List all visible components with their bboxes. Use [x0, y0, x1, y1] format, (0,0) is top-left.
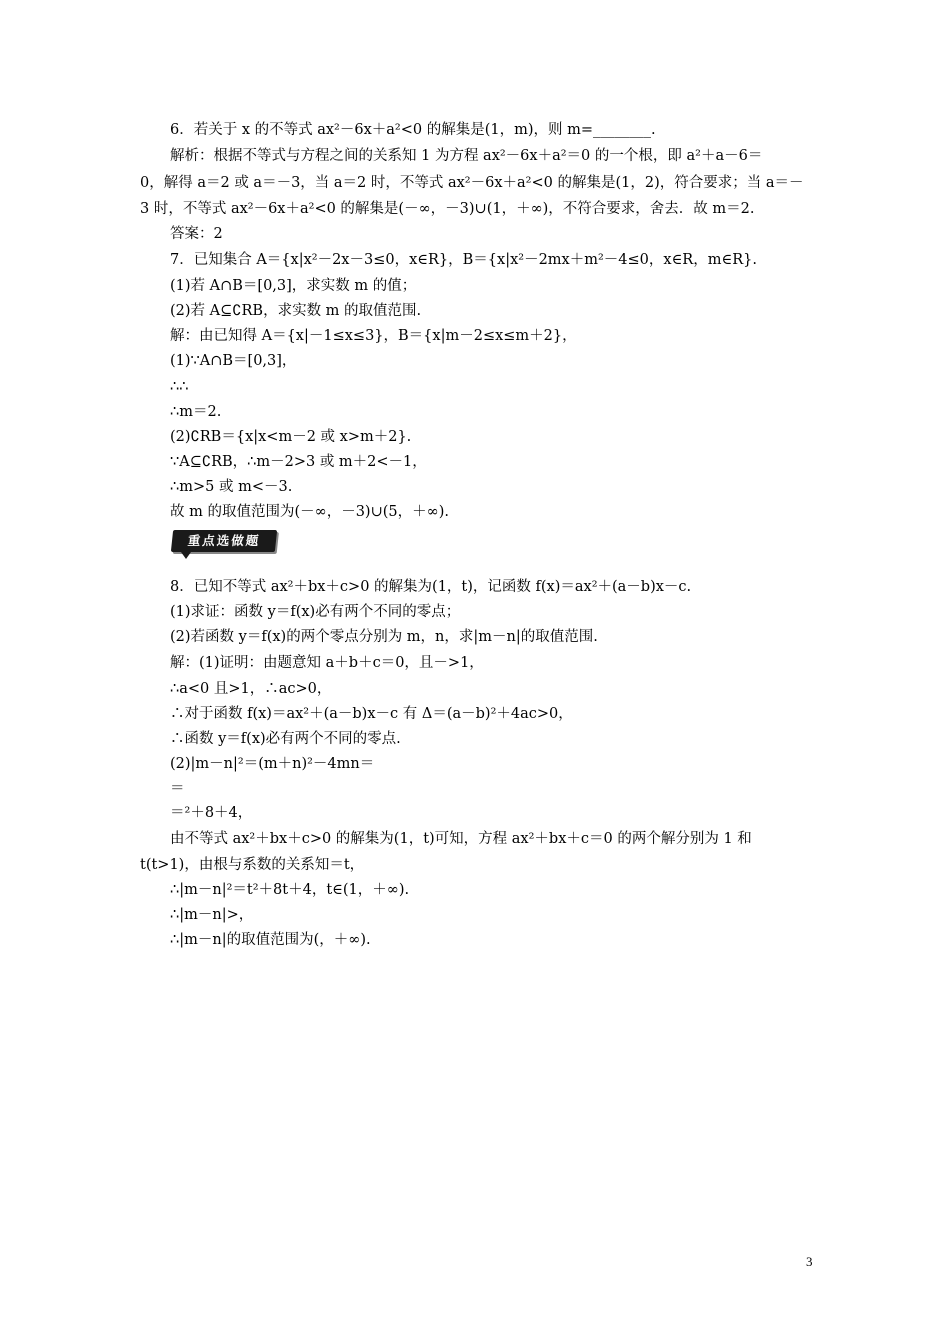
- problem-8-solution-line-1: 解：(1)证明：由题意知 a＋b＋c＝0，且－>1，: [170, 655, 484, 671]
- problem-8-solution-line-8: 由不等式 ax²＋bx＋c>0 的解集为(1，t)可知，方程 ax²＋bx＋c＝0 的两个解分别为 1 和: [170, 831, 752, 847]
- problem-8-solution-line-12: ∴|m－n|的取值范围为(，＋∞).: [170, 932, 371, 948]
- section-badge-tail: [181, 552, 191, 559]
- problem-6-analysis-line-2: 0，解得 a＝2 或 a＝－3，当 a＝2 时，不等式 ax²－6x＋a²<0 的解集是(1，2)，符合要求；当 a＝－: [140, 175, 804, 191]
- problem-6-answer: 答案：2: [170, 226, 223, 242]
- problem-6-statement: 6．若关于 x 的不等式 ax²－6x＋a²<0 的解集是(1，m)，则 m=________.: [170, 122, 656, 138]
- problem-8-solution-line-2: ∴a<0 且>1，∴ac>0，: [170, 681, 332, 697]
- problem-7-part-2: (2)若 A⊆∁RB，求实数 m 的取值范围.: [170, 303, 422, 319]
- problem-8-solution-line-9: t(t>1)，由根与系数的关系知＝t，: [140, 857, 365, 873]
- problem-6-analysis-line-1: 解析：根据不等式与方程之间的关系知 1 为方程 ax²－6x＋a²＝0 的一个根，即 a²＋a－6＝: [170, 148, 763, 164]
- problem-8-statement: 8．已知不等式 ax²＋bx＋c>0 的解集为(1，t)，记函数 f(x)＝ax²＋(a－b)x－c.: [170, 579, 692, 595]
- problem-8-solution-line-3: ∴对于函数 f(x)＝ax²＋(a－b)x－c 有 Δ＝(a－b)²＋4ac>0，: [170, 706, 573, 722]
- problem-8-solution-line-7: ＝²＋8＋4，: [170, 805, 253, 821]
- problem-7-part-1: (1)若 A∩B＝[0,3]，求实数 m 的值；: [170, 278, 417, 294]
- problem-7-statement: 7．已知集合 A＝{x|x²－2x－3≤0，x∈R}，B＝{x|x²－2mx＋m²－4≤0，x∈R，m∈R}.: [170, 252, 757, 268]
- problem-7-solution-line-5: (2)∁RB＝{x|x<m－2 或 x>m＋2}.: [170, 429, 412, 445]
- problem-8-solution-line-5: (2)|m－n|²＝(m＋n)²－4mn＝: [170, 756, 375, 772]
- page-number: 3: [806, 1254, 813, 1269]
- problem-7-solution-line-4: ∴m＝2.: [170, 404, 222, 420]
- problem-8-solution-line-10: ∴|m－n|²＝t²＋8t＋4，t∈(1，＋∞).: [170, 882, 410, 898]
- section-badge: 重点选做题: [171, 530, 277, 552]
- problem-8-part-2: (2)若函数 y＝f(x)的两个零点分别为 m，n，求|m－n|的取值范围.: [170, 629, 598, 645]
- problem-8-solution-line-11: ∴|m－n|>，: [170, 907, 254, 923]
- problem-7-solution-line-2: (1)∵A∩B＝[0,3]，: [170, 353, 297, 369]
- problem-7-solution-line-3: ∴∴: [170, 379, 189, 395]
- problem-7-solution-line-8: 故 m 的取值范围为(－∞，－3)∪(5，＋∞).: [170, 504, 449, 520]
- problem-7-solution-line-6: ∵A⊆∁RB，∴m－2>3 或 m＋2<－1，: [170, 454, 427, 470]
- problem-7-solution-line-7: ∴m>5 或 m<－3.: [170, 479, 293, 495]
- problem-6-analysis-line-3: 3 时，不等式 ax²－6x＋a²<0 的解集是(－∞，－3)∪(1，＋∞)，不符合要求，舍去．故 m＝2.: [140, 201, 755, 217]
- problem-8-solution-line-6: ＝: [170, 781, 185, 797]
- problem-7-solution-line-1: 解：由已知得 A＝{x|－1≤x≤3}，B＝{x|m－2≤x≤m＋2}，: [170, 328, 577, 344]
- problem-8-solution-line-4: ∴函数 y＝f(x)必有两个不同的零点.: [170, 731, 401, 747]
- problem-8-part-1: (1)求证：函数 y＝f(x)必有两个不同的零点；: [170, 604, 461, 620]
